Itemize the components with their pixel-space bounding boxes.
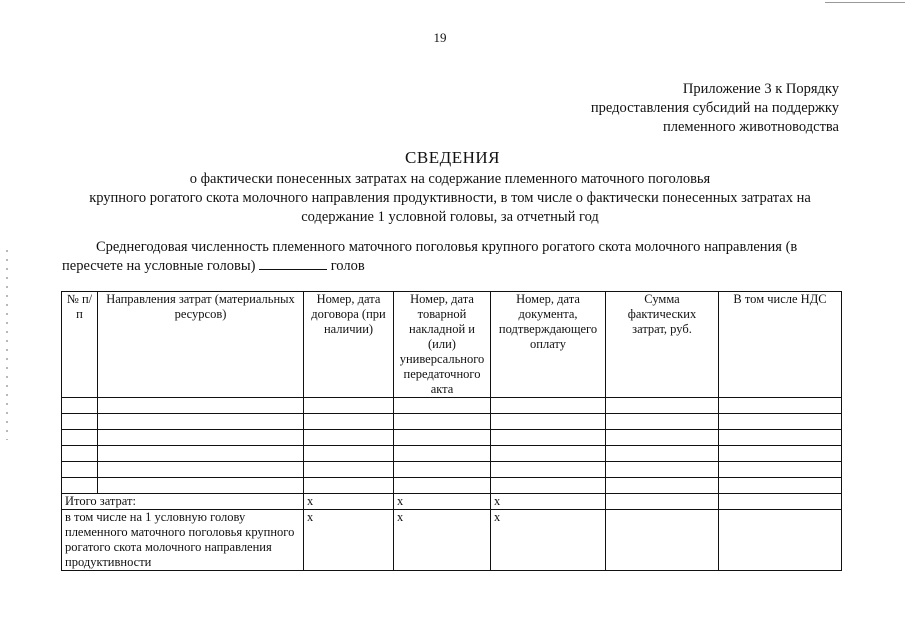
- col-header-payment-doc: Номер, дата документа, подтверждающего оплату: [491, 292, 606, 398]
- cost-table: [61, 291, 842, 571]
- table-header-row: [62, 292, 842, 398]
- per-head-label: в том числе на 1 условную голову племенного маточного поголовья крупного рогатого скота молочного направления продуктивности: [62, 510, 304, 571]
- col-header-invoice: Номер, дата товарной накладной и (или) универсального передаточного акта: [394, 292, 491, 398]
- appendix-line-1: Приложение 3 к Порядку: [682, 81, 839, 97]
- table-row: [62, 414, 842, 430]
- total-amount-cell[interactable]: [606, 494, 719, 510]
- table-row: [62, 398, 842, 414]
- headcount-unit: голов: [330, 258, 365, 274]
- per-head-payment-cell: х: [491, 510, 606, 571]
- headcount-blank-field[interactable]: [259, 257, 327, 270]
- per-head-amount-cell[interactable]: [606, 510, 719, 571]
- document-title: СВЕДЕНИЯ: [405, 148, 500, 167]
- per-head-row: [62, 510, 842, 571]
- col-header-vat: В том числе НДС: [719, 292, 842, 398]
- table-row: [62, 478, 842, 494]
- subtitle-line-1: о фактически понесенных затратах на содержание племенного маточного поголовья: [189, 171, 711, 187]
- page-number: 19: [433, 30, 447, 45]
- appendix-note: [591, 80, 839, 137]
- per-head-vat-cell[interactable]: [719, 510, 842, 571]
- headcount-text: Среднегодовая численность племенного маточного поголовья крупного рогатого скота молочного направления (в пересчете на условные головы): [62, 239, 798, 274]
- total-row: [62, 494, 842, 510]
- table-row: [62, 446, 842, 462]
- scan-margin-marks: [6, 250, 8, 440]
- top-edge-line: [825, 2, 905, 3]
- document-subtitle: [40, 170, 860, 227]
- col-header-cost-direction: Направления затрат (материальных ресурсов): [98, 292, 304, 398]
- per-head-invoice-cell: х: [394, 510, 491, 571]
- subtitle-line-2: крупного рогатого скота молочного направления продуктивности, в том числе о фактически понесенных затратах на: [89, 190, 811, 206]
- col-header-amount: Сумма фактических затрат, руб.: [606, 292, 719, 398]
- total-vat-cell[interactable]: [719, 494, 842, 510]
- per-head-contract-cell: х: [304, 510, 394, 571]
- subtitle-line-3: содержание 1 условной головы, за отчетный год: [301, 209, 599, 225]
- total-label: Итого затрат:: [62, 494, 304, 510]
- col-header-contract: Номер, дата договора (при наличии): [304, 292, 394, 398]
- appendix-line-3: племенного животноводства: [662, 119, 839, 135]
- appendix-line-2: предоставления субсидий на поддержку: [590, 100, 839, 116]
- headcount-statement: [62, 238, 852, 276]
- total-invoice-cell: х: [394, 494, 491, 510]
- table-row: [62, 462, 842, 478]
- total-payment-cell: х: [491, 494, 606, 510]
- col-header-number: № п/п: [62, 292, 98, 398]
- table-row: [62, 430, 842, 446]
- total-contract-cell: х: [304, 494, 394, 510]
